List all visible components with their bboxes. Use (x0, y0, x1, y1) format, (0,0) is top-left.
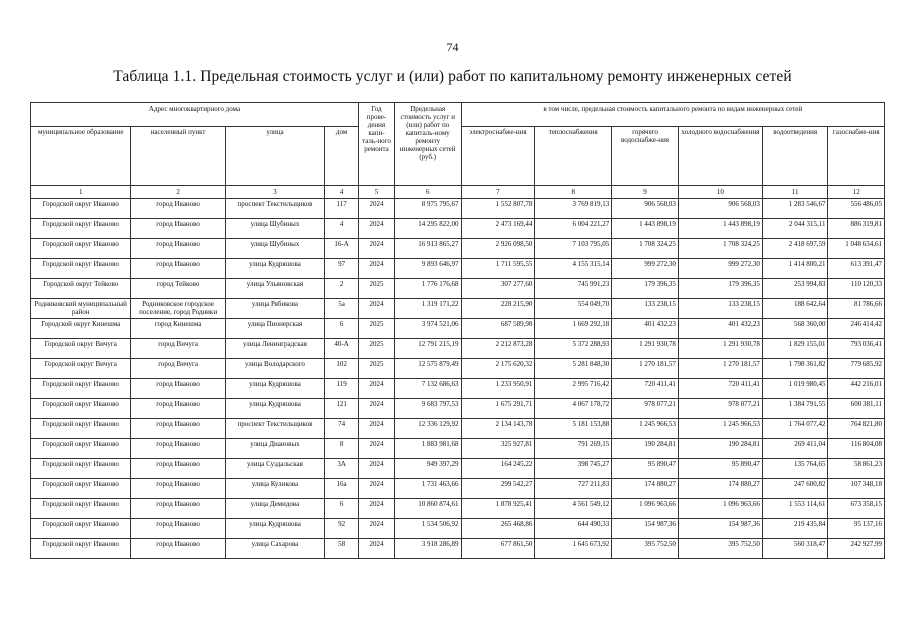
cell-cold-water: 1 245 966,53 (678, 419, 762, 439)
cell-cold-water: 1 096 963,66 (678, 499, 762, 519)
cell-settlement: город Иваново (131, 499, 225, 519)
cell-cold-water: 720 411,41 (678, 379, 762, 399)
cell-electricity: 2 926 098,50 (461, 239, 535, 259)
table-row (31, 519, 885, 539)
cell-settlement: город Иваново (131, 239, 225, 259)
cell-heating: 6 004 221,27 (535, 219, 612, 239)
cell-electricity: 164 245,22 (461, 459, 535, 479)
cell-municipality: Родниковский муниципальный район (31, 299, 131, 319)
cell-sewerage: 135 764,65 (762, 459, 828, 479)
cell-municipality: Городской округ Тейково (31, 279, 131, 299)
cell-year: 2024 (359, 219, 395, 239)
column-number: 2 (131, 186, 225, 199)
table-row (31, 539, 885, 559)
cell-year: 2025 (359, 339, 395, 359)
cell-municipality: Городской округ Иваново (31, 199, 131, 219)
cell-sewerage: 253 994,83 (762, 279, 828, 299)
column-number: 5 (359, 186, 395, 199)
cell-year: 2024 (359, 419, 395, 439)
cell-street: улица Шубиных (225, 239, 324, 259)
cell-settlement: Родниковское городское поселение, город Родники (131, 299, 225, 319)
cell-house: 97 (325, 259, 359, 279)
cell-hot-water: 95 890,47 (612, 459, 679, 479)
cell-electricity: 2 175 620,32 (461, 359, 535, 379)
cell-settlement: город Иваново (131, 259, 225, 279)
cell-street: улица Суздальская (225, 459, 324, 479)
cell-house: 16а (325, 479, 359, 499)
table-row (31, 479, 885, 499)
cell-electricity: 228 215,90 (461, 299, 535, 319)
cell-max-cost: 12 575 879,49 (394, 359, 461, 379)
cell-heating: 644 490,33 (535, 519, 612, 539)
table-row (31, 379, 885, 399)
table-row (31, 239, 885, 259)
cell-street: улица Ленинградская (225, 339, 324, 359)
cell-street: улица Кудряшова (225, 259, 324, 279)
cell-house: 74 (325, 419, 359, 439)
cell-municipality: Городской округ Иваново (31, 219, 131, 239)
table-row (31, 299, 885, 319)
cell-cold-water: 1 443 898,19 (678, 219, 762, 239)
cell-heating: 1 669 292,18 (535, 319, 612, 339)
column-number: 12 (828, 186, 885, 199)
cell-heating: 4 067 178,72 (535, 399, 612, 419)
column-number: 9 (612, 186, 679, 199)
cell-municipality: Городской округ Иваново (31, 399, 131, 419)
cell-max-cost: 12 336 129,92 (394, 419, 461, 439)
cell-hot-water: 720 411,41 (612, 379, 679, 399)
cell-heating: 2 995 716,42 (535, 379, 612, 399)
cell-house: 16-А (325, 239, 359, 259)
cell-year: 2024 (359, 519, 395, 539)
cell-max-cost: 9 683 797,53 (394, 399, 461, 419)
cell-gas: 764 821,80 (828, 419, 885, 439)
cell-municipality: Городской округ Иваново (31, 259, 131, 279)
cell-municipality: Городской округ Иваново (31, 379, 131, 399)
cell-settlement: город Вичуга (131, 359, 225, 379)
cell-gas: 81 786,66 (828, 299, 885, 319)
cell-gas: 116 804,08 (828, 439, 885, 459)
cell-gas: 442 216,01 (828, 379, 885, 399)
cell-year: 2025 (359, 279, 395, 299)
cell-gas: 95 137,16 (828, 519, 885, 539)
cell-heating: 5 281 848,30 (535, 359, 612, 379)
cell-street: улица Рябикова (225, 299, 324, 319)
cell-heating: 5 372 288,93 (535, 339, 612, 359)
cell-municipality: Городской округ Кинешма (31, 319, 131, 339)
cell-year: 2024 (359, 399, 395, 419)
header-including: в том числе, предельная стоимость капитального ремонта по видам инженерных сетей (461, 103, 884, 127)
cell-year: 2024 (359, 299, 395, 319)
cell-heating: 4 155 315,14 (535, 259, 612, 279)
cell-year: 2024 (359, 259, 395, 279)
cell-house: 58 (325, 539, 359, 559)
cell-sewerage: 1 384 791,55 (762, 399, 828, 419)
cell-electricity: 1 675 291,71 (461, 399, 535, 419)
page-number: 74 (446, 40, 459, 54)
cell-hot-water: 1 270 181,57 (612, 359, 679, 379)
cell-street: улица Сахарова (225, 539, 324, 559)
header-municipality: муниципальное образование (31, 127, 131, 186)
cell-heating: 745 991,23 (535, 279, 612, 299)
cell-street: улица Демидова (225, 499, 324, 519)
cell-heating: 554 049,70 (535, 299, 612, 319)
cell-cold-water: 1 291 930,78 (678, 339, 762, 359)
table-row (31, 459, 885, 479)
cell-year: 2024 (359, 539, 395, 559)
cell-street: улица Кудряшова (225, 519, 324, 539)
cell-street: улица Диановых (225, 439, 324, 459)
cell-electricity: 2 473 169,44 (461, 219, 535, 239)
cell-max-cost: 14 295 822,00 (394, 219, 461, 239)
header-year: Год прове-дения капи-таль-ного ремонта (359, 103, 395, 186)
cell-cold-water: 133 238,15 (678, 299, 762, 319)
cell-year: 2024 (359, 459, 395, 479)
cell-electricity: 1 233 950,91 (461, 379, 535, 399)
cell-electricity: 2 212 873,28 (461, 339, 535, 359)
cell-heating: 4 561 549,12 (535, 499, 612, 519)
cell-settlement: город Иваново (131, 459, 225, 479)
column-number: 3 (225, 186, 324, 199)
table-body (31, 199, 885, 559)
cell-municipality: Городской округ Иваново (31, 419, 131, 439)
cell-street: улица Кудряшова (225, 379, 324, 399)
cell-max-cost: 1 776 176,68 (394, 279, 461, 299)
cell-sewerage: 247 600,82 (762, 479, 828, 499)
table-row (31, 499, 885, 519)
cell-heating: 7 103 795,05 (535, 239, 612, 259)
cell-cold-water: 179 396,35 (678, 279, 762, 299)
cell-sewerage: 188 642,64 (762, 299, 828, 319)
cell-street: улица Володарского (225, 359, 324, 379)
header-heating: теплоснабжения (535, 127, 612, 186)
table-row (31, 359, 885, 379)
cell-heating: 3 769 819,13 (535, 199, 612, 219)
cell-hot-water: 1 443 898,19 (612, 219, 679, 239)
cell-municipality: Городской округ Иваново (31, 519, 131, 539)
column-number-row (31, 186, 885, 199)
cell-cold-water: 906 568,03 (678, 199, 762, 219)
cell-cold-water: 1 708 324,25 (678, 239, 762, 259)
cell-max-cost: 16 913 865,27 (394, 239, 461, 259)
cell-hot-water: 133 238,15 (612, 299, 679, 319)
cell-electricity: 2 134 143,78 (461, 419, 535, 439)
cell-sewerage: 1 764 077,42 (762, 419, 828, 439)
cell-sewerage: 1 553 114,61 (762, 499, 828, 519)
cell-street: улица Кудряшова (225, 399, 324, 419)
cell-heating: 791 269,15 (535, 439, 612, 459)
cell-house: 117 (325, 199, 359, 219)
table-row (31, 259, 885, 279)
cell-hot-water: 906 568,03 (612, 199, 679, 219)
cell-municipality: Городской округ Иваново (31, 499, 131, 519)
cell-electricity: 1 878 925,41 (461, 499, 535, 519)
cell-year: 2025 (359, 359, 395, 379)
cell-gas: 556 486,05 (828, 199, 885, 219)
cell-year: 2024 (359, 439, 395, 459)
header-house: дом (325, 127, 359, 186)
cell-cold-water: 978 077,21 (678, 399, 762, 419)
table-row (31, 419, 885, 439)
cell-electricity: 307 277,60 (461, 279, 535, 299)
cell-municipality: Городской округ Иваново (31, 459, 131, 479)
header-street: улица (225, 127, 324, 186)
cell-house: 92 (325, 519, 359, 539)
cell-street: улица Пионерская (225, 319, 324, 339)
cell-hot-water: 978 077,21 (612, 399, 679, 419)
cell-gas: 600 381,11 (828, 399, 885, 419)
cell-house: 2 (325, 279, 359, 299)
header-settlement: населенный пункт (131, 127, 225, 186)
cell-electricity: 1 711 595,55 (461, 259, 535, 279)
cell-hot-water: 179 396,35 (612, 279, 679, 299)
cell-gas: 1 048 634,61 (828, 239, 885, 259)
header-cold-water: холодного водоснабжения (678, 127, 762, 186)
cell-settlement: город Иваново (131, 439, 225, 459)
header-hot-water: горячего водоснабже-ния (612, 127, 679, 186)
cell-house: 6 (325, 319, 359, 339)
cell-municipality: Городской округ Вичуга (31, 359, 131, 379)
cell-cold-water: 999 272,30 (678, 259, 762, 279)
cell-max-cost: 9 893 646,97 (394, 259, 461, 279)
cell-gas: 107 348,18 (828, 479, 885, 499)
cell-cold-water: 395 752,50 (678, 539, 762, 559)
cell-settlement: город Иваново (131, 399, 225, 419)
header-sewerage: водоотведения (762, 127, 828, 186)
cell-gas: 793 036,41 (828, 339, 885, 359)
header-electricity: электроснабже-ния (461, 127, 535, 186)
cell-electricity: 677 861,50 (461, 539, 535, 559)
cell-year: 2025 (359, 319, 395, 339)
cell-settlement: город Иваново (131, 519, 225, 539)
table-row (31, 339, 885, 359)
table-row (31, 279, 885, 299)
cell-settlement: город Кинешма (131, 319, 225, 339)
cell-house: 6 (325, 499, 359, 519)
cell-year: 2024 (359, 479, 395, 499)
cell-year: 2024 (359, 379, 395, 399)
cell-street: улица Ульяновская (225, 279, 324, 299)
cell-house: 3А (325, 459, 359, 479)
cell-sewerage: 560 318,47 (762, 539, 828, 559)
cell-settlement: город Иваново (131, 479, 225, 499)
column-number: 7 (461, 186, 535, 199)
cell-max-cost: 8 975 795,67 (394, 199, 461, 219)
cell-heating: 727 211,83 (535, 479, 612, 499)
page-title: Таблица 1.1. Предельная стоимость услуг и (или) работ по капитальному ремонту инженерных сетей (113, 68, 792, 85)
cell-gas: 613 391,47 (828, 259, 885, 279)
cell-municipality: Городской округ Иваново (31, 239, 131, 259)
cell-hot-water: 154 987,36 (612, 519, 679, 539)
column-number: 8 (535, 186, 612, 199)
cell-electricity: 325 927,81 (461, 439, 535, 459)
table-row (31, 319, 885, 339)
cell-cold-water: 174 880,27 (678, 479, 762, 499)
cell-hot-water: 1 096 963,66 (612, 499, 679, 519)
cell-sewerage: 1 829 155,01 (762, 339, 828, 359)
cell-settlement: город Иваново (131, 199, 225, 219)
cell-max-cost: 12 791 215,19 (394, 339, 461, 359)
cell-settlement: город Вичуга (131, 339, 225, 359)
cell-house: 102 (325, 359, 359, 379)
header-address-group: Адрес многоквартирного дома (31, 103, 359, 127)
cell-max-cost: 949 397,29 (394, 459, 461, 479)
cell-gas: 242 927,99 (828, 539, 885, 559)
cell-municipality: Городской округ Иваново (31, 439, 131, 459)
cell-hot-water: 395 752,50 (612, 539, 679, 559)
header-max-cost: Предельная стоимость услуг и (или) работ по капиталь-ному ремонту инженерных сетей (руб.) (394, 103, 461, 186)
column-number: 1 (31, 186, 131, 199)
column-number: 6 (394, 186, 461, 199)
cell-sewerage: 1 798 361,82 (762, 359, 828, 379)
cell-max-cost: 3 974 521,06 (394, 319, 461, 339)
table-row (31, 219, 885, 239)
capital-repair-cost-table (30, 102, 885, 559)
cell-cold-water: 401 432,23 (678, 319, 762, 339)
cell-street: улица Шубиных (225, 219, 324, 239)
cell-settlement: город Тейково (131, 279, 225, 299)
cell-electricity: 265 468,86 (461, 519, 535, 539)
cell-municipality: Городской округ Вичуга (31, 339, 131, 359)
cell-electricity: 687 589,98 (461, 319, 535, 339)
cell-sewerage: 219 435,84 (762, 519, 828, 539)
cell-street: улица Куликова (225, 479, 324, 499)
cell-sewerage: 1 414 800,21 (762, 259, 828, 279)
cell-max-cost: 1 883 981,68 (394, 439, 461, 459)
cell-heating: 1 645 673,92 (535, 539, 612, 559)
cell-hot-water: 1 291 930,78 (612, 339, 679, 359)
cell-settlement: город Иваново (131, 379, 225, 399)
cell-gas: 246 414,42 (828, 319, 885, 339)
cell-cold-water: 190 284,81 (678, 439, 762, 459)
cell-settlement: город Иваново (131, 419, 225, 439)
cell-house: 121 (325, 399, 359, 419)
cell-municipality: Городской округ Иваново (31, 539, 131, 559)
cell-max-cost: 1 731 463,66 (394, 479, 461, 499)
cell-heating: 5 181 153,88 (535, 419, 612, 439)
cell-sewerage: 1 019 980,45 (762, 379, 828, 399)
cell-hot-water: 999 272,30 (612, 259, 679, 279)
cell-hot-water: 1 708 324,25 (612, 239, 679, 259)
cell-house: 40-А (325, 339, 359, 359)
cell-sewerage: 568 360,00 (762, 319, 828, 339)
table-row (31, 199, 885, 219)
table-row (31, 399, 885, 419)
cell-street: проспект Текстильщиков (225, 199, 324, 219)
cell-hot-water: 401 432,23 (612, 319, 679, 339)
cell-sewerage: 2 044 315,11 (762, 219, 828, 239)
cell-hot-water: 190 284,81 (612, 439, 679, 459)
cell-electricity: 1 552 807,78 (461, 199, 535, 219)
cell-house: 5а (325, 299, 359, 319)
cell-hot-water: 1 245 966,53 (612, 419, 679, 439)
cell-gas: 58 861,23 (828, 459, 885, 479)
cell-settlement: город Иваново (131, 219, 225, 239)
cell-sewerage: 269 411,04 (762, 439, 828, 459)
cell-max-cost: 7 132 686,63 (394, 379, 461, 399)
cell-house: 119 (325, 379, 359, 399)
cell-cold-water: 95 890,47 (678, 459, 762, 479)
header-gas: газоснабже-ния (828, 127, 885, 186)
column-number: 4 (325, 186, 359, 199)
cell-cold-water: 154 987,36 (678, 519, 762, 539)
cell-electricity: 299 542,27 (461, 479, 535, 499)
column-number: 10 (678, 186, 762, 199)
cell-settlement: город Иваново (131, 539, 225, 559)
table-row (31, 439, 885, 459)
column-number: 11 (762, 186, 828, 199)
cell-max-cost: 3 918 286,89 (394, 539, 461, 559)
cell-year: 2024 (359, 499, 395, 519)
cell-street: проспект Текстильщиков (225, 419, 324, 439)
cell-heating: 398 745,27 (535, 459, 612, 479)
cell-house: 8 (325, 439, 359, 459)
cell-year: 2024 (359, 199, 395, 219)
cell-gas: 779 685,92 (828, 359, 885, 379)
cell-year: 2024 (359, 239, 395, 259)
cell-max-cost: 1 319 171,22 (394, 299, 461, 319)
cell-max-cost: 10 860 874,61 (394, 499, 461, 519)
cell-gas: 673 358,15 (828, 499, 885, 519)
cell-sewerage: 1 283 546,67 (762, 199, 828, 219)
cell-gas: 110 120,33 (828, 279, 885, 299)
cell-hot-water: 174 880,27 (612, 479, 679, 499)
cell-max-cost: 1 534 506,92 (394, 519, 461, 539)
cell-sewerage: 2 418 697,59 (762, 239, 828, 259)
cell-cold-water: 1 270 181,57 (678, 359, 762, 379)
cell-gas: 886 319,81 (828, 219, 885, 239)
cell-house: 4 (325, 219, 359, 239)
cell-municipality: Городской округ Иваново (31, 479, 131, 499)
